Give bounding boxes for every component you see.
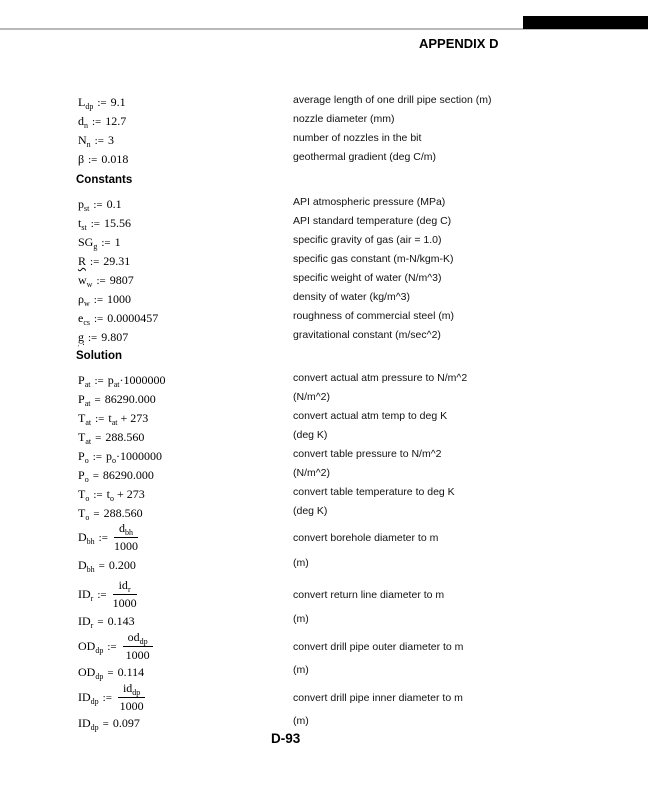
variable: P (78, 373, 85, 387)
description: (N/m^2) (293, 467, 331, 479)
numerator (123, 630, 153, 647)
rhs-tail: + 273 (117, 411, 149, 425)
eq-ODdp-val (78, 663, 648, 679)
subscript: dp (90, 723, 99, 732)
subscript: w (86, 280, 93, 289)
variable: ID (78, 614, 91, 628)
assign-operator: := (94, 375, 104, 387)
equation (78, 392, 156, 406)
numerator-subscript: dp (132, 688, 141, 697)
equation (78, 449, 162, 463)
description: geothermal gradient (deg C/m) (293, 151, 436, 163)
assign-operator: := (93, 294, 104, 306)
description: specific gas constant (m-N/kgm-K) (293, 253, 454, 265)
variable: SG (78, 235, 94, 249)
appendix-title: APPENDIX D (419, 36, 499, 51)
description: convert table pressure to N/m^2 (293, 448, 442, 460)
eq-Pat-val (78, 390, 648, 406)
subscript: o (84, 475, 89, 484)
value: 0.200 (108, 558, 136, 572)
equation (78, 292, 131, 306)
numerator-variable: id (118, 578, 128, 592)
equation (78, 330, 128, 344)
lhs (78, 639, 121, 654)
eq-Tat-val (78, 428, 648, 444)
assign-operator: := (92, 451, 102, 463)
section-heading-solution: Solution (76, 350, 122, 362)
value: 0.0000457 (107, 311, 159, 325)
subscript: o (84, 456, 89, 465)
equation (78, 506, 143, 520)
description: specific gravity of gas (air = 1.0) (293, 234, 442, 246)
description: convert actual atm temp to deg K (293, 410, 448, 422)
assign-operator: := (107, 641, 117, 653)
variable-redefined: R (78, 254, 87, 268)
subscript: n (84, 121, 88, 130)
value: 0.1 (106, 197, 122, 211)
variable: OD (78, 639, 96, 653)
eq-Dbh-def (78, 521, 648, 557)
variable-redefined: g (78, 330, 84, 344)
equation (78, 197, 122, 211)
subscript: r (90, 594, 94, 603)
equation (78, 95, 126, 109)
assign-operator: := (97, 97, 107, 109)
eq-Dbh-val (78, 556, 648, 572)
eq-rhow (78, 290, 648, 306)
variable: P (78, 449, 85, 463)
value: 29.31 (103, 254, 131, 268)
description: (m) (293, 613, 309, 625)
eq-ecs (78, 309, 648, 325)
lhs (78, 690, 116, 705)
subscript: bh (86, 565, 95, 574)
equals-operator: = (92, 470, 99, 482)
eq-IDr-val (78, 612, 648, 628)
value: 15.56 (103, 216, 131, 230)
equation (78, 216, 131, 230)
eq-ODdp-def (78, 630, 648, 666)
description: API standard temperature (deg C) (293, 215, 452, 227)
page-number: D-93 (271, 731, 301, 746)
equation (78, 311, 158, 325)
eq-SGg (78, 233, 648, 249)
fraction (118, 681, 145, 714)
description: (m) (293, 715, 309, 727)
subscript: r (90, 621, 94, 630)
denominator: 1000 (125, 648, 150, 662)
eq-Po-val (78, 466, 648, 482)
value: 1 (114, 235, 121, 249)
variable: ID (78, 587, 91, 601)
subscript: n (86, 140, 91, 149)
assign-operator: := (92, 116, 102, 128)
description: convert return line diameter to m (293, 589, 445, 601)
subscript: at (84, 399, 91, 408)
variable: w (78, 273, 87, 287)
equation (78, 273, 134, 287)
assign-operator: := (93, 489, 103, 501)
variable: β (78, 152, 85, 166)
variable: p (78, 197, 84, 211)
equation (78, 373, 166, 387)
eq-IDdp-val (78, 714, 648, 730)
description: API atmospheric pressure (MPa) (293, 196, 446, 208)
subscript: o (85, 494, 90, 503)
equals-operator: = (93, 508, 100, 520)
equation (78, 152, 128, 166)
description: convert table temperature to deg K (293, 486, 455, 498)
eq-Pat-def (78, 371, 648, 387)
value: 288.560 (103, 506, 143, 520)
variable: L (78, 95, 86, 109)
equals-operator: = (97, 616, 104, 628)
equation (78, 468, 154, 482)
variable: D (78, 530, 87, 544)
rhs-variable: p (105, 449, 112, 463)
description: (N/m^2) (293, 391, 331, 403)
variable: e (78, 311, 84, 325)
fraction (113, 578, 137, 611)
description: (m) (293, 557, 309, 569)
description: convert drill pipe outer diameter to m (293, 641, 464, 653)
numerator (114, 521, 138, 538)
subscript: dp (95, 646, 104, 655)
equation (78, 430, 144, 444)
numerator-subscript: dp (139, 637, 148, 646)
equation (78, 254, 130, 268)
variable: P (78, 392, 85, 406)
assign-operator: := (102, 692, 112, 704)
denominator: 1000 (113, 539, 138, 553)
lhs (78, 587, 111, 602)
eq-Nn (78, 131, 648, 147)
value: 9.1 (110, 95, 126, 109)
variable: P (78, 468, 85, 482)
assign-operator: := (93, 199, 103, 211)
rhs-subscript: o (109, 494, 114, 503)
eq-R (78, 252, 648, 268)
equation (78, 114, 126, 128)
variable: ID (78, 716, 91, 730)
eq-ww (78, 271, 648, 287)
fraction (123, 630, 153, 663)
assign-operator: := (97, 589, 107, 601)
equals-operator: = (95, 432, 102, 444)
assign-operator: := (96, 275, 106, 287)
rhs-tail: ·1000000 (119, 373, 166, 387)
value: 86290.000 (104, 392, 156, 406)
variable: OD (78, 665, 96, 679)
eq-IDdp-def (78, 681, 648, 717)
subscript: bh (86, 537, 95, 546)
value: 288.560 (105, 430, 145, 444)
variable: D (78, 558, 87, 572)
variable: T (78, 430, 86, 444)
description: specific weight of water (N/m^3) (293, 272, 442, 284)
equation (78, 411, 148, 425)
description: roughness of commercial steel (m) (293, 310, 455, 322)
fraction (114, 521, 138, 554)
denominator: 1000 (119, 699, 144, 713)
rhs-variable: t (108, 411, 112, 425)
description: convert actual atm pressure to N/m^2 (293, 372, 468, 384)
section-heading-constants: Constants (76, 174, 133, 186)
subscript: at (85, 437, 92, 446)
description: gravitational constant (m/sec^2) (293, 329, 441, 341)
equals-operator: = (94, 394, 101, 406)
rhs-tail: + 273 (113, 487, 145, 501)
assign-operator: := (95, 413, 105, 425)
eq-Po-def (78, 447, 648, 463)
variable: T (78, 506, 86, 520)
eq-Tat-def (78, 409, 648, 425)
variable: d (78, 114, 84, 128)
numerator-variable: d (118, 521, 125, 535)
equation (78, 716, 140, 730)
subscript: o (85, 513, 90, 522)
eq-dn (78, 112, 648, 128)
equation (78, 133, 114, 147)
value: 86290.000 (102, 468, 154, 482)
eq-IDr-def (78, 578, 648, 614)
subscript: at (85, 418, 92, 427)
equation (78, 487, 145, 501)
eq-pst (78, 195, 648, 211)
value: 0.114 (117, 665, 145, 679)
eq-To-def (78, 485, 648, 501)
description: convert drill pipe inner diameter to m (293, 692, 463, 704)
eq-g (78, 328, 648, 344)
numerator-subscript: bh (124, 528, 133, 537)
numerator (118, 681, 145, 698)
equals-operator: = (107, 667, 114, 679)
equation (78, 235, 121, 249)
numerator-subscript: r (127, 585, 131, 594)
description: convert borehole diameter to m (293, 532, 439, 544)
value: 9.807 (101, 330, 129, 344)
lhs (78, 530, 112, 545)
description: average length of one drill pipe section (m) (293, 94, 492, 106)
value: 0.097 (112, 716, 140, 730)
eq-To-val (78, 504, 648, 520)
assign-operator: := (94, 313, 104, 325)
value: 0.018 (101, 152, 129, 166)
value: 9807 (109, 273, 134, 287)
description: number of nozzles in the bit (293, 132, 422, 144)
subscript: st (84, 204, 90, 213)
assign-operator: := (88, 154, 98, 166)
subscript: cs (83, 318, 90, 327)
numerator (113, 578, 137, 595)
subscript: st (81, 223, 87, 232)
eq-beta (78, 150, 648, 166)
eq-Ldp (78, 93, 648, 109)
subscript: g (93, 242, 98, 251)
assign-operator: := (90, 256, 100, 268)
description: (deg K) (293, 505, 328, 517)
value: 0.143 (107, 614, 135, 628)
variable: N (78, 133, 87, 147)
assign-operator: := (90, 218, 100, 230)
subscript: at (84, 380, 91, 389)
equation (78, 558, 136, 572)
variable: T (78, 487, 86, 501)
assign-operator: := (94, 135, 104, 147)
rhs-subscript: at (113, 380, 120, 389)
rhs-variable: t (106, 487, 110, 501)
equals-operator: = (98, 560, 105, 572)
description: nozzle diameter (mm) (293, 113, 395, 125)
eq-tst (78, 214, 648, 230)
header-corner-bar (523, 16, 648, 29)
subscript: w (84, 299, 90, 308)
rhs-subscript: at (111, 418, 118, 427)
denominator: 1000 (112, 596, 137, 610)
rhs-tail: ·1000000 (115, 449, 162, 463)
numerator-variable: id (122, 681, 133, 695)
value: 12.7 (105, 114, 127, 128)
variable: t (78, 216, 82, 230)
variable: ρ (78, 292, 84, 306)
value: 3 (107, 133, 114, 147)
numerator-variable: od (127, 630, 140, 644)
assign-operator: := (88, 332, 98, 344)
variable: T (78, 411, 86, 425)
equals-operator: = (102, 718, 109, 730)
subscript: dp (95, 672, 104, 681)
rhs-variable: p (107, 373, 114, 387)
subscript: dp (85, 102, 94, 111)
assign-operator: := (98, 532, 108, 544)
equation (78, 665, 144, 679)
value: 1000 (107, 292, 132, 306)
description: (deg K) (293, 429, 328, 441)
subscript: dp (90, 697, 99, 706)
assign-operator: := (101, 237, 111, 249)
equation (78, 614, 135, 628)
description: density of water (kg/m^3) (293, 291, 410, 303)
rhs-subscript: o (111, 456, 116, 465)
variable: ID (78, 690, 91, 704)
description: (m) (293, 664, 309, 676)
